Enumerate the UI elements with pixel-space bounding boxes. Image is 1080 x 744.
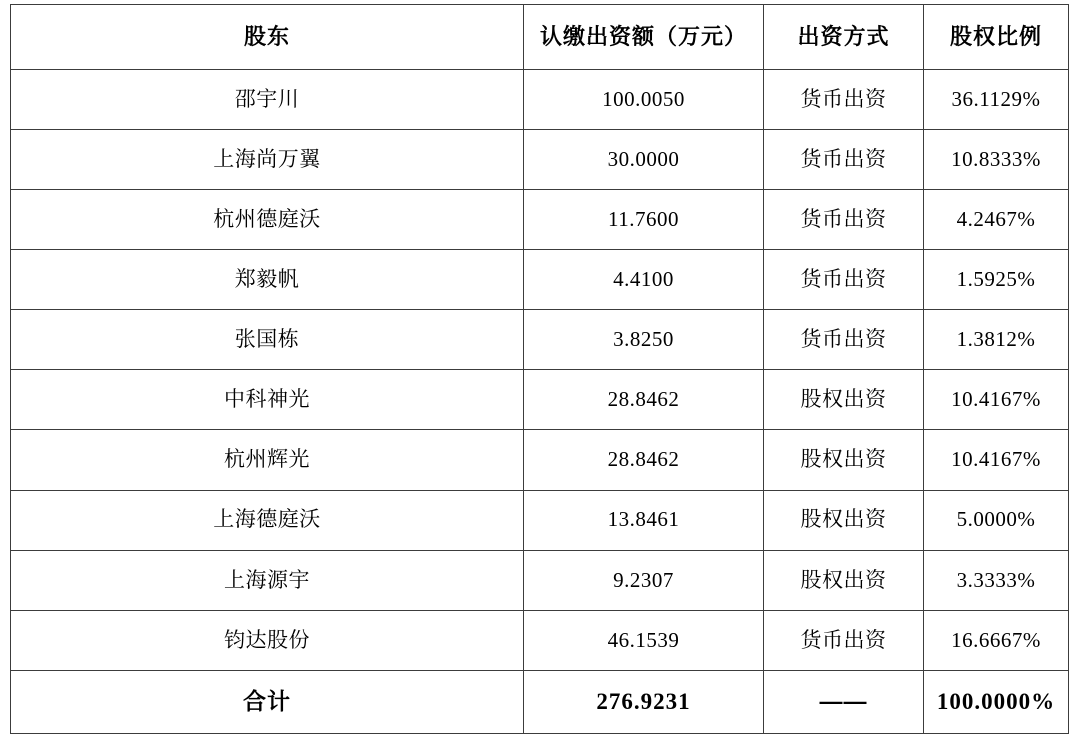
cell-subscribed-capital: 4.4100 [524,250,764,310]
cell-equity-ratio: 5.0000% [924,490,1069,550]
cell-subscribed-capital: 28.8462 [524,430,764,490]
shareholder-capital-table [10,4,1069,734]
cell-shareholder-name: 上海德庭沃 [11,490,524,550]
table-row [11,130,1069,190]
cell-contribution-method: 股权出资 [764,550,924,610]
column-header-shareholder: 股东 [11,5,524,70]
cell-subscribed-capital: 9.2307 [524,550,764,610]
cell-equity-ratio: 36.1129% [924,70,1069,130]
cell-contribution-method: 货币出资 [764,610,924,670]
column-header-subscribed-capital: 认缴出资额（万元） [524,5,764,70]
cell-total-subscribed-capital: 276.9231 [524,670,764,733]
table-row [11,490,1069,550]
cell-total-label: 合计 [11,670,524,733]
cell-shareholder-name: 中科神光 [11,370,524,430]
cell-shareholder-name: 上海源宇 [11,550,524,610]
cell-contribution-method: 货币出资 [764,190,924,250]
table-row [11,250,1069,310]
cell-shareholder-name: 邵宇川 [11,70,524,130]
cell-subscribed-capital: 11.7600 [524,190,764,250]
table-row [11,370,1069,430]
table-row [11,550,1069,610]
column-header-contribution-method: 出资方式 [764,5,924,70]
table-row [11,610,1069,670]
cell-contribution-method: 货币出资 [764,250,924,310]
cell-equity-ratio: 16.6667% [924,610,1069,670]
cell-equity-ratio: 10.4167% [924,370,1069,430]
column-header-equity-ratio: 股权比例 [924,5,1069,70]
cell-shareholder-name: 钧达股份 [11,610,524,670]
cell-shareholder-name: 杭州辉光 [11,430,524,490]
cell-contribution-method: 货币出资 [764,130,924,190]
table-row [11,430,1069,490]
cell-contribution-method: 股权出资 [764,490,924,550]
table-header [11,5,1069,70]
cell-shareholder-name: 郑毅帆 [11,250,524,310]
cell-equity-ratio: 10.4167% [924,430,1069,490]
cell-contribution-method: 货币出资 [764,310,924,370]
cell-subscribed-capital: 46.1539 [524,610,764,670]
cell-shareholder-name: 杭州德庭沃 [11,190,524,250]
cell-subscribed-capital: 3.8250 [524,310,764,370]
cell-subscribed-capital: 13.8461 [524,490,764,550]
cell-equity-ratio: 10.8333% [924,130,1069,190]
cell-subscribed-capital: 28.8462 [524,370,764,430]
cell-total-equity-ratio: 100.0000% [924,670,1069,733]
cell-equity-ratio: 3.3333% [924,550,1069,610]
cell-contribution-method: 股权出资 [764,430,924,490]
cell-equity-ratio: 1.5925% [924,250,1069,310]
cell-contribution-method: 货币出资 [764,70,924,130]
cell-subscribed-capital: 100.0050 [524,70,764,130]
cell-contribution-method: 股权出资 [764,370,924,430]
table-body [11,70,1069,734]
cell-shareholder-name: 张国栋 [11,310,524,370]
cell-subscribed-capital: 30.0000 [524,130,764,190]
cell-shareholder-name: 上海尚万翼 [11,130,524,190]
cell-equity-ratio: 4.2467% [924,190,1069,250]
table-row [11,310,1069,370]
table-total-row [11,670,1069,733]
cell-equity-ratio: 1.3812% [924,310,1069,370]
table-header-row [11,5,1069,70]
table-row [11,190,1069,250]
table-row [11,70,1069,130]
cell-total-contribution-method: —— [764,670,924,733]
